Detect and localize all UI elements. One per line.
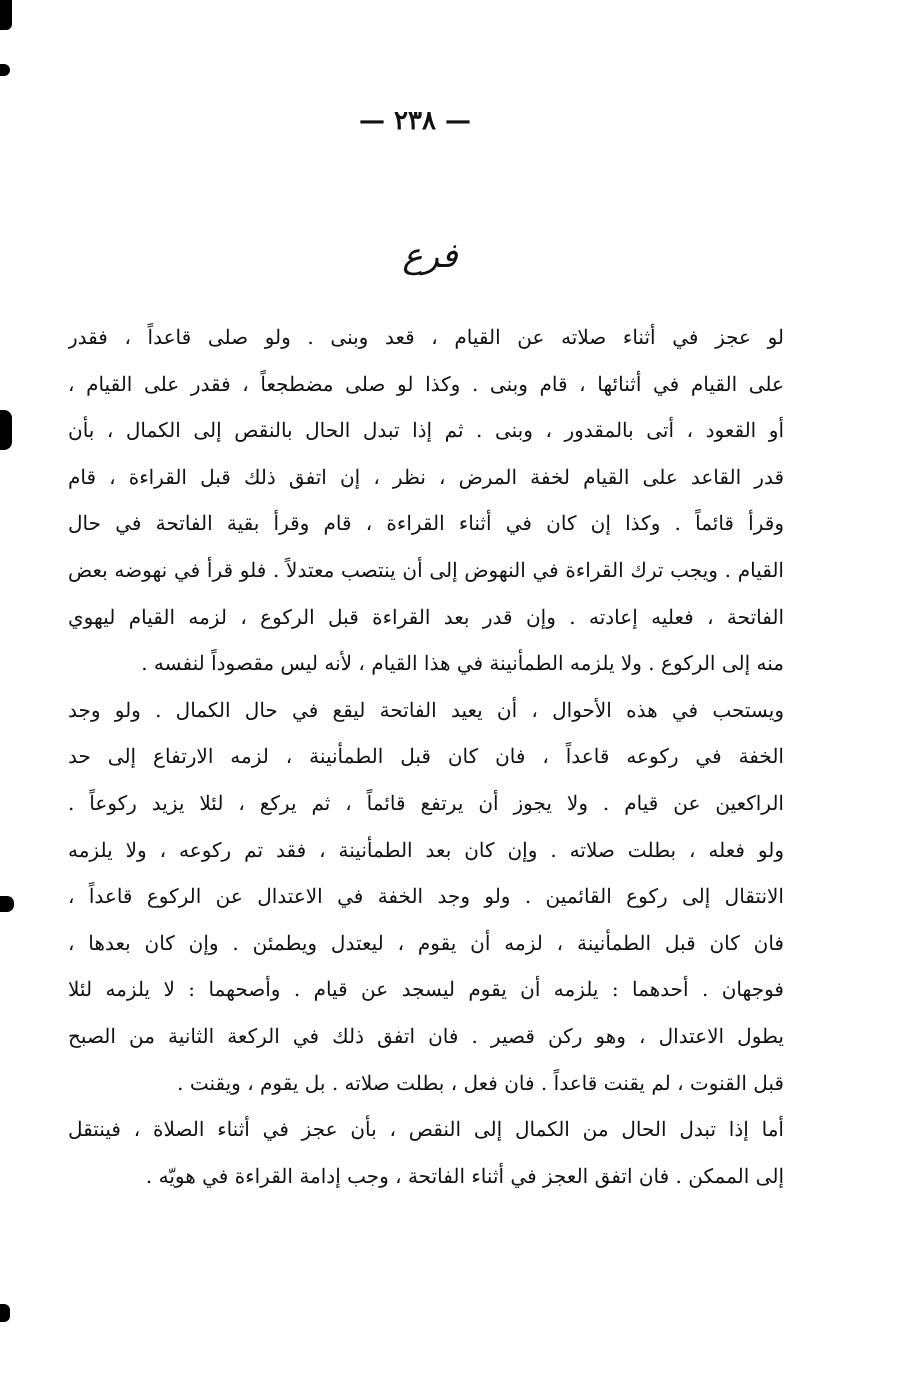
text-line: الانتقال إلى ركوع القائمين . ولو وجد الخفة في الاعتدال عن الركوع قاعداً ، [68, 884, 784, 909]
text-line: إلى الممكن . فان اتفق العجز في أثناء الفاتحة ، وجب إدامة القراءة في هويّه . [145, 1163, 784, 1188]
text-line: على القيام في أثنائها ، قام وبنى . وكذا لو صلى مضطجعاً ، فقدر على القيام ، [68, 371, 784, 396]
section-heading: فرع [402, 236, 458, 276]
scan-edge-mark [0, 64, 10, 76]
text-line: القيام . ويجب ترك القراءة في النهوض إلى أن ينتصب معتدلاً . فلو قرأ في نهوضه بعض [68, 557, 784, 582]
text-line: منه إلى الركوع . ولا يلزمه الطمأنينة في هذا القيام ، لأنه ليس مقصوداً لنفسه . [141, 651, 784, 676]
text-line: فان كان قبل الطمأنينة ، لزمه أن يقوم ، ليعتدل ويطمئن . وإن كان بعدها ، [68, 930, 784, 955]
text-line: أو القعود ، أتى بالمقدور ، وبنى . ثم إذا تبدل الحال بالنقص إلى الكمال ، بأن [68, 418, 784, 443]
scan-edge-mark [0, 1304, 10, 1322]
text-line: قدر القاعد على القيام لخفة المرض ، نظر ، إن اتفق ذلك قبل القراءة ، قام [68, 464, 784, 489]
text-line: أما إذا تبدل الحال من الكمال إلى النقص ، بأن عجز في أثناء الصلاة ، فينتقل [68, 1117, 784, 1142]
text-line: فوجهان . أحدهما : يلزمه أن يقوم ليسجد عن قيام . وأصحهما : لا يلزمه لئلا [68, 977, 784, 1002]
text-line: ولو فعله ، بطلت صلاته . وإن كان بعد الطمأنينة ، فقد تم ركوعه ، ولا يلزمه [68, 837, 784, 862]
text-line: وقرأ قائماً . وكذا إن كان في أثناء القراءة ، قام وقرأ بقية الفاتحة في حال [68, 511, 784, 536]
text-line: الراكعين عن قيام . ولا يجوز أن يرتفع قائماً ، ثم يركع ، لئلا يزيد ركوعاً . [68, 790, 784, 815]
body-text [68, 314, 784, 1199]
text-line: لو عجز في أثناء صلاته عن القيام ، قعد وبنى . ولو صلى قاعداً ، فقدر [68, 325, 784, 349]
scan-edge-mark [0, 896, 14, 912]
text-line: الفاتحة ، فعليه إعادته . وإن قدر بعد القراءة قبل الركوع ، لزمه القيام ليهوي [68, 604, 784, 629]
text-line: قبل القنوت ، لم يقنت قاعداً . فان فعل ، بطلت صلاته . بل يقوم ، ويقنت . [177, 1070, 784, 1095]
scan-edge-mark [0, 0, 12, 30]
text-line: ويستحب في هذه الأحوال ، أن يعيد الفاتحة ليقع في حال الكمال . ولو وجد [68, 697, 784, 722]
text-line: يطول الاعتدال ، وهو ركن قصير . فان اتفق ذلك في الركعة الثانية من الصبح [68, 1023, 784, 1048]
text-line: الخفة في ركوعه قاعداً ، فان كان قبل الطمأنينة ، لزمه الارتفاع إلى حد [68, 744, 784, 769]
scan-edge-mark [0, 410, 12, 450]
page-number: — ٢٣٨ — [358, 106, 472, 136]
